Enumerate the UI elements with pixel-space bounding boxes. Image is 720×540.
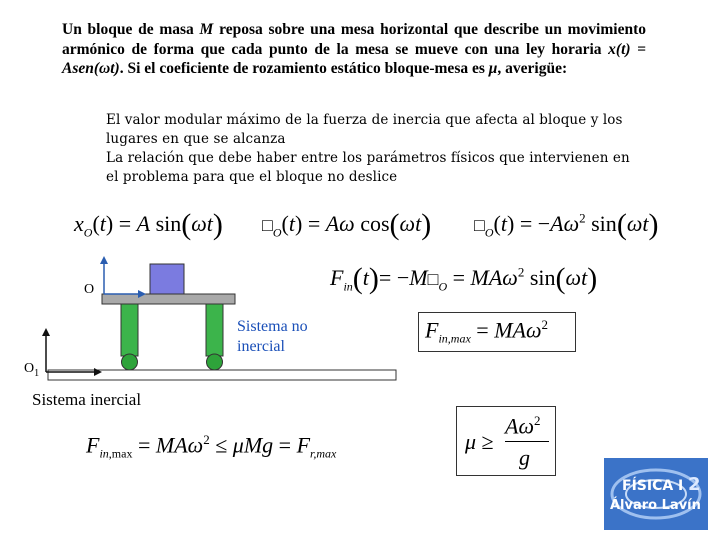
questions [106, 111, 646, 187]
table-top [102, 294, 235, 304]
inertial-label: Sistema inercial [32, 390, 142, 409]
non-inertial-label: Sistema no inercial [237, 318, 308, 355]
mu-symbol: μ [488, 60, 498, 77]
table-leg-left [121, 304, 138, 356]
statement-text-2: reposa sobre una mesa horizontal que describe un movimiento armónico de forma que cada punto de la mesa se mueve con una ley horaria [62, 21, 646, 58]
equation-inertial-force: $F_{in}(t)=$ $-M□_O = MA\omega^2$ sin(ωt) [330, 262, 598, 295]
boxed-max-force: $F_{in,max} = MA\omega^2$ [418, 312, 576, 352]
wheel-left [122, 354, 138, 370]
equation-no-slip: $F_{in,max} = MA\omega^2 \le \mu Mg = F_{r,max}$ [86, 432, 337, 461]
logo-number: 2 [688, 474, 701, 495]
equation-acceleration: $□_O(t) = -A\omega^2$ sin(ωt) [474, 208, 659, 241]
statement-text-1: Un bloque de masa [62, 21, 200, 38]
logo-line1: FÍSICA I [622, 478, 684, 494]
wheel-right [207, 354, 223, 370]
equation-position: $x_O(t) = A$ sin(ωt) [74, 208, 223, 241]
mass-symbol: M [199, 21, 214, 38]
logo-line2: Álvaro Lavín [610, 498, 701, 513]
table-diagram [0, 250, 420, 390]
question-2: La relación que debe haber entre los parámetros físicos que intervienen en el problema para que el bloque no deslice [106, 150, 630, 185]
equation-velocity: $□_O(t) = A\omega$ cos(ωt) [262, 208, 432, 241]
problem-statement [62, 20, 646, 79]
block [150, 264, 184, 294]
origin-o1-label: $O_1$ [24, 361, 40, 379]
origin-o-label: O [84, 282, 95, 297]
motion-law: x(t) = Asen(ωt) [62, 40, 647, 77]
boxed-condition: μ ≥ $A\omega^2$ g [456, 406, 556, 476]
statement-text-3: . Si el coeficiente de rozamiento estático bloque-mesa es [119, 60, 489, 77]
course-logo [604, 458, 708, 530]
statement-text-4: , averigüe: [497, 60, 568, 77]
question-1: El valor modular máximo de la fuerza de inercia que afecta al bloque y los lugares en que se alcanza [106, 112, 623, 147]
table-leg-right [206, 304, 223, 356]
